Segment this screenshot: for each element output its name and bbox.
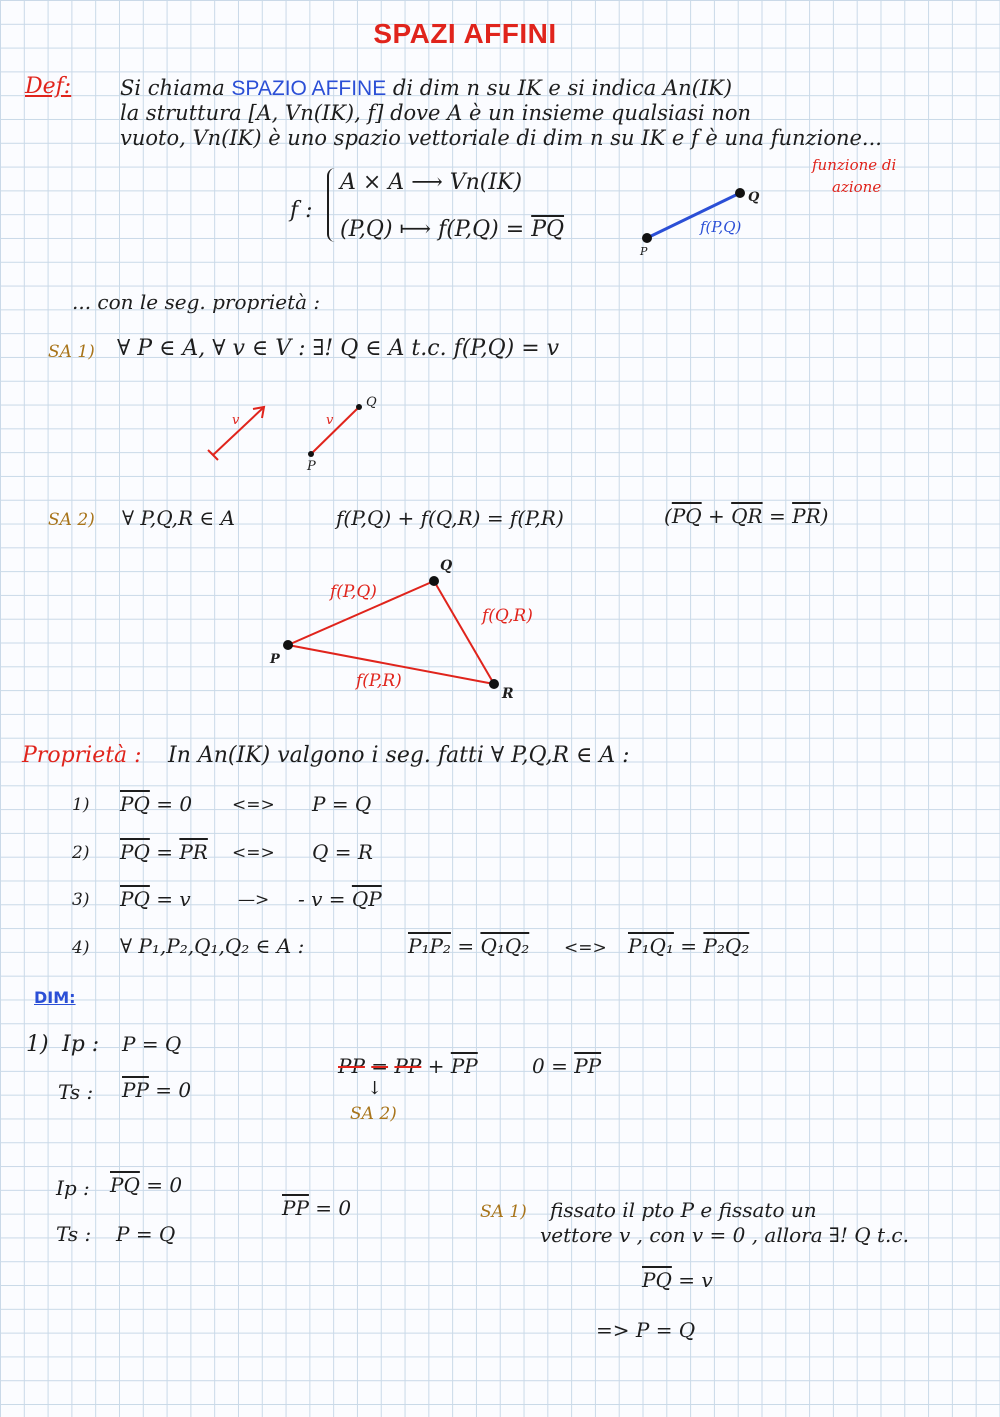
- map-line-1: A × A ⟶ Vn(IK): [340, 170, 523, 195]
- dim-ip2-rest: = 0: [146, 1173, 183, 1197]
- prop-4-vec-a: P₁P₂: [408, 934, 451, 958]
- prop-3-lhs: [120, 887, 191, 911]
- dim-calc-vec3: $\overline{PP}$: [450, 1054, 478, 1078]
- sa2-paren-open: (: [664, 504, 672, 528]
- prop-2-lhs-vec: $\overline{PQ}$: [120, 840, 150, 864]
- dim-ts-1-rest: = 0: [155, 1078, 192, 1102]
- prop-1-lhs-vec: $\overline{PQ}$: [120, 792, 150, 816]
- definition-line-3: vuoto, Vn(IK) è uno spazio vettoriale di dim n su IK e f è una funzione...: [120, 126, 882, 150]
- triangle-label-fpq: f(P,Q): [330, 582, 377, 602]
- triangle-label-r: R: [502, 686, 514, 702]
- sa2-label: SA 2): [48, 510, 95, 530]
- dim-concl-rest: = v: [678, 1268, 713, 1292]
- prop-4-vec-c: P₁Q₁: [628, 934, 674, 958]
- prop-2-lhs-rest: =: [156, 840, 173, 864]
- dim-ts-1-vec: $\overline{PP}$: [122, 1078, 149, 1102]
- prop-2-lhs-vec2: $\overline{PR}$: [179, 840, 208, 864]
- prop-4-eq-2: =: [680, 934, 698, 958]
- triangle-point-r: [489, 679, 499, 689]
- segment-pq-red: [311, 407, 359, 454]
- dim-ts-1: [122, 1078, 191, 1102]
- dim-conclusion: [642, 1268, 713, 1292]
- sa2-vec-pq: $\overline{PQ}$: [671, 504, 702, 528]
- prop-1-num: 1): [72, 795, 90, 815]
- prop-3-num: 3): [72, 890, 90, 910]
- dim-sa1-text-1: fissato il pto P e fissato un: [550, 1198, 817, 1222]
- dim-ip2-label: Ip :: [56, 1176, 90, 1200]
- triangle-point-p: [283, 640, 293, 650]
- dim-ip-1: P = Q: [122, 1032, 182, 1056]
- dim-calc-vec1: PP: [338, 1054, 365, 1078]
- dim-1-num: 1): [26, 1032, 49, 1057]
- definition-line-2: la struttura [A, Vn(IK), f] dove A è un insieme qualsiasi non: [120, 101, 752, 125]
- dim-pp-rest: = 0: [315, 1196, 352, 1220]
- dim-calc-result-vec: $\overline{PP}$: [574, 1054, 602, 1078]
- prop-4-vec-b: Q₁Q₂: [480, 934, 530, 958]
- prop-1-rhs: P = Q: [312, 792, 372, 816]
- dim-final: => P = Q: [596, 1318, 696, 1342]
- prop-4-num: 4): [72, 938, 90, 958]
- dim-concl-vec: $\overline{PQ}$: [642, 1268, 672, 1292]
- prop-4-vec-d: P₂Q₂: [703, 934, 750, 958]
- sa2-equals: =: [768, 504, 786, 528]
- prop-4-rhs: [628, 934, 749, 958]
- triangle-side-qr: [434, 581, 494, 684]
- prop-3-lhs-vec: $\overline{PQ}$: [120, 887, 150, 911]
- function-name: f :: [290, 198, 313, 223]
- prop-1-arrow: <=>: [232, 795, 275, 815]
- dim-calc-sa2: SA 2): [350, 1104, 397, 1124]
- sa1-diagram-v: v: [232, 413, 240, 428]
- triangle-point-q: [429, 576, 439, 586]
- annotation-funzione-di: funzione di: [812, 156, 897, 174]
- prop-4-lhs: [408, 934, 529, 958]
- dim-ts-label: Ts :: [58, 1080, 94, 1104]
- sa2-equation: f(P,Q) + f(Q,R) = f(P,R): [336, 506, 564, 530]
- dim-calc-arrow: ↓: [367, 1078, 383, 1099]
- proprieta-label: Proprietà :: [22, 743, 142, 768]
- dim-ts2: P = Q: [116, 1222, 176, 1246]
- prop-2-lhs: [120, 840, 208, 864]
- page-title: SPAZI AFFINI: [373, 18, 557, 49]
- prop-3-rhs-pre: - v =: [298, 887, 346, 911]
- seg-label-f: f(P,Q): [700, 218, 742, 236]
- seg-label-p: P: [640, 245, 648, 258]
- triangle-label-fqr: f(Q,R): [482, 606, 533, 626]
- vector-pq: $\overline{PQ}$: [531, 217, 565, 242]
- dim-label: DIM:: [34, 988, 76, 1007]
- prop-2-num: 2): [72, 843, 90, 863]
- prop-1-lhs-rest: = 0: [156, 792, 193, 816]
- dim-calc-plus: +: [427, 1054, 445, 1078]
- dim-ip2-vec: $\overline{PQ}$: [110, 1173, 140, 1197]
- dim-sa1-ref: SA 1): [480, 1202, 527, 1222]
- dim-calc-result: [532, 1054, 601, 1078]
- prop-3-arrow: —>: [238, 890, 270, 910]
- spazio-affine-term: SPAZIO AFFINE: [231, 77, 387, 100]
- prop-4-eq-1: =: [457, 934, 475, 958]
- triangle-label-p: P: [270, 652, 280, 667]
- dim-ts2-label: Ts :: [56, 1222, 92, 1246]
- dim-ip2: [110, 1173, 182, 1197]
- proprieta-text: In An(IK) valgono i seg. fatti ∀ P,Q,R ∈ A :: [168, 743, 630, 768]
- sa1-diagram-p: P: [307, 459, 316, 474]
- dim-calc: [338, 1054, 478, 1078]
- sa2-plus: +: [708, 504, 725, 528]
- sa2-vector-equation: [664, 504, 828, 528]
- definition-line-1-pre: Si chiama: [120, 76, 225, 100]
- sa2-vec-pr: $\overline{PR}$: [792, 504, 821, 528]
- dim-calc-eq: =: [371, 1054, 389, 1078]
- prop-3-rhs: [298, 887, 382, 911]
- triangle-label-q: Q: [440, 558, 453, 574]
- prop-4-arrow: <=>: [564, 938, 607, 958]
- sa1-diagram-v2: v: [326, 413, 334, 428]
- dim-calc-vec2: PP: [394, 1054, 422, 1078]
- seg-label-q: Q: [748, 190, 760, 205]
- sa1-label: SA 1): [48, 342, 95, 362]
- dim-pp-zero: [282, 1196, 351, 1220]
- definition-label: Def:: [25, 74, 72, 99]
- sa2-quantifier: ∀ P,Q,R ∈ A: [122, 506, 235, 530]
- sa2-vec-qr: $\overline{QR}$: [731, 504, 763, 528]
- dim-sa1-text-2: vettore v , con v = 0 , allora ∃! Q t.c.: [540, 1223, 909, 1247]
- prop-3-rhs-vec: $\overline{QP}$: [351, 887, 382, 911]
- prop-1-lhs: [120, 792, 192, 816]
- point-q: [735, 188, 745, 198]
- sa2-paren-close: ): [820, 504, 829, 528]
- sa1-statement: ∀ P ∈ A, ∀ v ∈ V : ∃! Q ∈ A t.c. f(P,Q) = v: [117, 336, 560, 361]
- prop-2-arrow: <=>: [232, 843, 275, 863]
- sa1-point-p: [308, 451, 314, 457]
- prop-2-rhs: Q = R: [312, 840, 373, 864]
- triangle-label-fpr: f(P,R): [356, 671, 402, 691]
- point-p: [642, 233, 652, 243]
- prop-3-lhs-rest: = v: [156, 887, 191, 911]
- annotation-azione: azione: [832, 178, 882, 196]
- definition-line-1-post: di dim n su IK e si indica An(IK): [392, 76, 733, 100]
- sa1-point-q: [356, 404, 362, 410]
- dim-calc-result-pre: 0 =: [532, 1054, 568, 1078]
- sa1-diagram-q: Q: [366, 395, 377, 410]
- properties-intro: ... con le seg. proprietà :: [72, 290, 321, 314]
- prop-4-quant: ∀ P₁,P₂,Q₁,Q₂ ∈ A :: [120, 934, 305, 958]
- map-line-2-pre: (P,Q) ⟼ f(P,Q) =: [340, 217, 525, 242]
- dim-pp-vec: $\overline{PP}$: [282, 1196, 309, 1220]
- dim-ip-label: Ip :: [62, 1032, 100, 1057]
